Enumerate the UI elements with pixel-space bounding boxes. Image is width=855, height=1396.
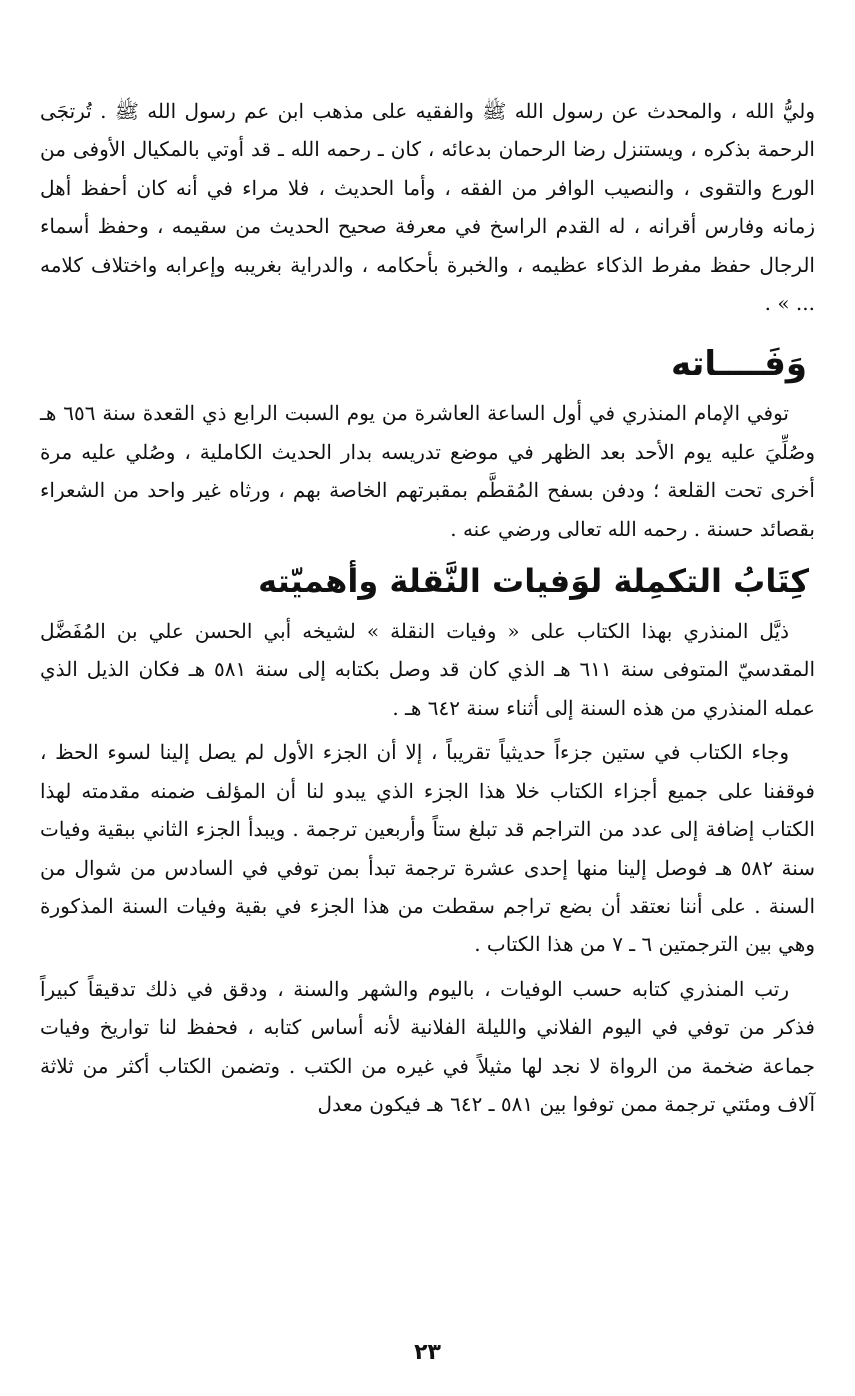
book-heading: كِتَابُ التكمِلة لوَفيات النَّقلة وأهميّته (258, 562, 809, 601)
page-number: ٢٣ (414, 1340, 441, 1365)
book-paragraph-2: وجاء الكتاب في ستين جزءاً حديثياً تقريباً ، إلا أن الجزء الأول لم يصل إلينا لسوء الحظ ، فوقفنا على جميع أجزاء الكتاب خلا هذا الجزء الذي يبدو لنا أن المؤلف ضمنه مقدمته لهذا الكتاب إضافة إلى عدد من التراجم قد تبلغ ستاً وأربعين ترجمة . ويبدأ الجزء الثاني ببقية وفيات سنة ٥٨٢ هـ فوصل إلينا منها إحدى عشرة ترجمة تبدأ بمن توفي في السادس من شوال من السنة . على أننا نعتقد أن بضع تراجم سقطت من هذا الجزء في بقية وفيات السنة المذكورة وهي بين الترجمتين ٦ ـ ٧ من هذا الكتاب . (40, 740, 815, 957)
death-heading: وَفَــــاته (670, 344, 807, 385)
page-body (40, 92, 815, 1123)
book-paragraph-1: ذيَّل المنذري بهذا الكتاب على « وفيات النقلة » لشيخه أبي الحسن علي بن المُفَضَّل المقدسيّ المتوفى سنة ٦١١ هـ الذي كان قد وصل بكتابه إلى سنة ٥٨١ هـ فكان الذيل الذي عمله المنذري من هذه السنة إلى أثناء سنة ٦٤٢ هـ . (40, 619, 816, 720)
death-paragraph: توفي الإمام المنذري في أول الساعة العاشرة من يوم السبت الرابع ذي القعدة سنة ٦٥٦ هـ وصُلِّيَ عليه يوم الأحد بعد الظهر في موضع تدريسه بدار الحديث الكاملية ، وصُلي عليه مرة أخرى تحت القلعة ؛ ودفن بسفح المُقطَّم بمقبرتهم الخاصة بهم ، ورثاه غير واحد من الشعراء بقصائد حسنة . رحمه الله تعالى ورضي عنه . (40, 401, 815, 541)
book-paragraph-3: رتب المنذري كتابه حسب الوفيات ، باليوم والشهر والسنة ، ودقق في ذلك تدقيقاً كبيراً فذكر من توفي في اليوم الفلاني والليلة الفلانية لأنه أساس كتابه ، فحفظ لنا تواريخ وفيات جماعة ضخمة من الرواة لا نجد لها مثيلاً في غيره من الكتب . وتضمن الكتاب أكثر من ثلاثة آلاف ومئتي ترجمة ممن توفوا بين ٥٨١ ـ ٦٤٢ هـ فيكون معدل (40, 976, 815, 1116)
intro-paragraph: وليُّ الله ، والمحدث عن رسول الله ﷺ والفقيه على مذهب ابن عم رسول الله ﷺ . تُرتجَى الرحمة بذكره ، ويستنزل رضا الرحمان بدعائه ، كان ـ رحمه الله ـ قد أوتي بالمكيال الأوفى من الورع والتقوى ، والنصيب الوافر من الفقه ، وأما الحديث ، فلا مراء في أنه كان أحفظ أهل زمانه وفارس أقرانه ، له القدم الراسخ في معرفة صحيح الحديث من سقيمه ، وحفظ أسماء الرجال حفظ مفرط الذكاء عظيمه ، والخبرة بأحكامه ، والدراية بغريبه وإعرابه واختلاف كلامه ... » . (40, 99, 815, 316)
